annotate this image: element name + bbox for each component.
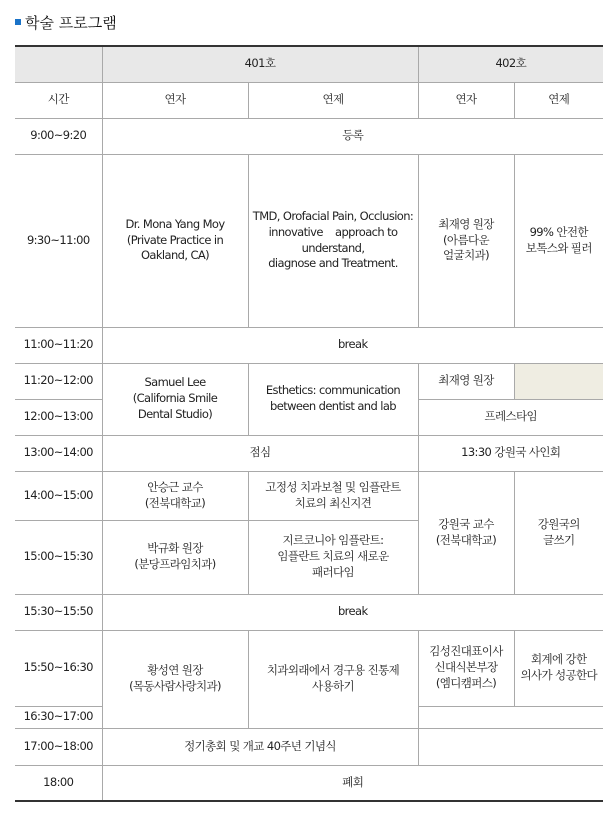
topic-line: 글쓰기 — [543, 532, 575, 547]
topic-line: between dentist and lab — [270, 399, 396, 413]
speaker-line: 강원국 교수 — [438, 516, 494, 531]
time-cell: 15:30~15:50 — [15, 594, 102, 630]
topic-line: 고정성 치과보철 및 임플란트 — [265, 479, 401, 494]
time-cell: 15:50~16:30 — [15, 630, 102, 706]
topic-line: 임플란트 치료의 새로운 — [277, 549, 389, 564]
room-402-header: 402호 — [418, 46, 603, 82]
break-cell: break — [102, 594, 603, 630]
topic-line: 패러다임 — [311, 564, 355, 579]
speaker-line: (목동사람사랑치과) — [129, 679, 221, 693]
speaker-cell — [102, 363, 248, 435]
speaker-line: (분당프라임치과) — [134, 557, 216, 571]
table-row — [15, 363, 603, 399]
table-row — [15, 594, 603, 630]
topic-line: diagnose and Treatment. — [268, 256, 398, 271]
time-cell: 12:00~13:00 — [15, 399, 102, 435]
topic-header-402: 연제 — [514, 82, 603, 118]
speaker-line: 김성진대표이사 — [429, 644, 503, 659]
table-row — [15, 118, 603, 154]
speaker-line: (엠디캠퍼스) — [435, 675, 497, 690]
topic-line: 회계에 강한 — [530, 652, 587, 667]
section-title — [15, 10, 117, 34]
topic-line: 강원국의 — [537, 516, 580, 531]
speaker-line: Dr. Mona Yang Moy — [125, 216, 225, 231]
general-meeting-cell: 정기총회 및 개교 40주년 기념식 — [102, 728, 418, 765]
room-401-header: 401호 — [102, 46, 418, 82]
time-cell: 11:20~12:00 — [15, 363, 102, 399]
topic-header-401: 연제 — [248, 82, 418, 118]
topic-cell-402 — [514, 471, 603, 594]
topic-line: 의사가 성공한다 — [520, 668, 598, 682]
topic-line: 보톡스와 필러 — [525, 240, 592, 255]
registration-cell: 등록 — [102, 118, 603, 154]
time-cell: 16:30~17:00 — [15, 706, 102, 728]
time-cell: 15:00~15:30 — [15, 520, 102, 594]
topic-line: 사용하기 — [311, 679, 355, 693]
time-cell: 9:30~11:00 — [15, 154, 102, 327]
time-cell: 13:00~14:00 — [15, 435, 102, 471]
topic-cell — [248, 471, 418, 520]
speaker-line: 황성연 원장 — [147, 663, 203, 678]
table-row — [15, 765, 603, 801]
topic-line: 치과외래에서 경구용 진통제 — [266, 663, 400, 678]
speaker-line: (아름다운 — [443, 232, 489, 247]
speaker-line: 안승근 교수 — [147, 479, 203, 494]
speaker-cell — [102, 154, 248, 327]
speaker-line: (Private Practice in — [126, 232, 224, 247]
speaker-cell-402 — [418, 630, 514, 706]
speaker-cell-402 — [418, 154, 514, 327]
topic-cell-402 — [514, 630, 603, 706]
speaker-line: Dental Studio) — [137, 406, 213, 421]
topic-line: understand, — [301, 240, 365, 255]
topic-line: TMD, Orofacial Pain, Occlusion: — [252, 208, 414, 223]
table-row — [15, 435, 603, 471]
speaker-cell-402: 최재영 원장 — [418, 363, 514, 399]
program-table — [15, 45, 603, 802]
header-row-rooms — [15, 46, 603, 82]
time-cell: 18:00 — [15, 765, 102, 801]
speaker-cell-402 — [418, 471, 514, 594]
break-cell: break — [102, 327, 603, 363]
speaker-header-401: 연자 — [102, 82, 248, 118]
speaker-line: 박규화 원장 — [147, 541, 203, 556]
time-cell: 17:00~18:00 — [15, 728, 102, 765]
table-row — [15, 154, 603, 327]
signing-cell: 13:30 강원국 사인회 — [418, 435, 603, 471]
header-row-columns — [15, 82, 603, 118]
time-header: 시간 — [15, 82, 102, 118]
speaker-line: (전북대학교) — [435, 532, 497, 547]
closing-cell: 폐회 — [102, 765, 603, 801]
topic-line: 지르코니아 임플란트: — [282, 533, 384, 548]
speaker-line: (California Smile — [132, 391, 218, 406]
topic-cell — [248, 363, 418, 435]
speaker-line: Samuel Lee — [144, 375, 206, 390]
topic-line: 치료의 최신지견 — [294, 495, 372, 510]
speaker-cell — [102, 471, 248, 520]
empty-cell — [418, 706, 603, 728]
speaker-cell — [102, 630, 248, 728]
topic-cell — [248, 154, 418, 327]
header-empty-cell — [15, 46, 102, 82]
time-cell: 11:00~11:20 — [15, 327, 102, 363]
speaker-header-402: 연자 — [418, 82, 514, 118]
bullet-square-icon — [15, 19, 21, 25]
section-title-text: 학술 프로그램 — [25, 13, 117, 32]
topic-cell — [248, 630, 418, 728]
empty-cell — [418, 728, 603, 765]
speaker-line: 신대식본부장 — [434, 660, 498, 675]
table-row — [15, 728, 603, 765]
time-cell: 9:00~9:20 — [15, 118, 102, 154]
topic-cell-402 — [514, 154, 603, 327]
speaker-cell — [102, 520, 248, 594]
topic-cell — [248, 520, 418, 594]
speaker-line: (전북대학교) — [144, 495, 206, 510]
speaker-line: Oakland, CA) — [140, 248, 210, 263]
table-row — [15, 471, 603, 520]
topic-line: innovative approach to — [268, 224, 398, 239]
press-time-cell: 프레스타임 — [418, 399, 603, 435]
topic-line: Esthetics: communication — [265, 383, 401, 398]
empty-topic-cell — [514, 363, 603, 399]
table-row — [15, 327, 603, 363]
topic-line: 99% 안전한 — [529, 224, 588, 239]
lunch-cell: 점심 — [102, 435, 418, 471]
speaker-line: 최재영 원장 — [438, 216, 494, 231]
speaker-line: 얼굴치과) — [443, 248, 489, 263]
table-row — [15, 630, 603, 706]
time-cell: 14:00~15:00 — [15, 471, 102, 520]
